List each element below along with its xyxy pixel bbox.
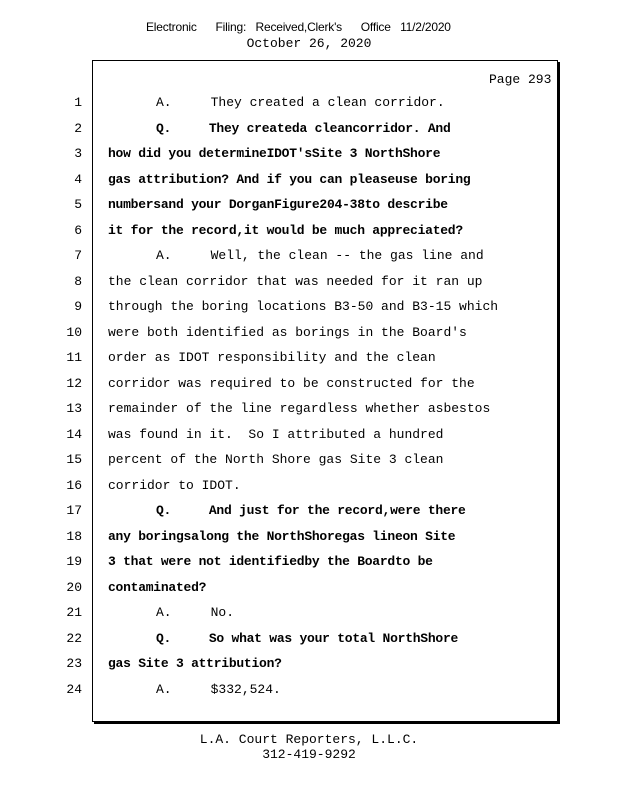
line-text: how did you determineIDOT'sSite 3 NorthShore [108, 146, 441, 161]
line-text: remainder of the line regardless whether asbestos [108, 401, 491, 416]
transcript-line [0, 118, 618, 140]
transcript-line [0, 271, 618, 293]
line-text: A. Well, the clean -- the gas line and [156, 248, 484, 263]
reporter-phone: 312-419-9292 [262, 747, 356, 762]
line-text: contaminated? [108, 579, 207, 595]
transcript-line [0, 551, 618, 573]
line-text: corridor to IDOT. [108, 477, 241, 493]
reporter-footer [0, 732, 618, 762]
transcript-line [0, 296, 618, 318]
line-text: any boringsalong the NorthShoregas lineon Site [108, 528, 456, 544]
transcript-line [0, 194, 618, 216]
line-number: 21 [66, 605, 82, 620]
transcript-line [0, 500, 618, 522]
line-text: gas attribution? And if you can pleaseuse boring [108, 171, 471, 187]
transcript-line [0, 92, 618, 114]
transcript-line [0, 322, 618, 344]
line-text: Q. They createda cleancorridor. And [156, 120, 451, 136]
transcript-line [0, 679, 618, 701]
line-number: 18 [66, 528, 82, 544]
transcript-date: October 26, 2020 [246, 36, 372, 51]
line-number: 15 [66, 452, 82, 467]
line-number: 24 [66, 681, 82, 697]
transcript-line [0, 602, 618, 624]
line-text: numbersand your DorganFigure204-38to describe [108, 197, 448, 212]
transcript-line [0, 577, 618, 599]
reporter-company: L.A. Court Reporters, L.L.C. [199, 732, 419, 747]
line-text: corridor was required to be constructed for the [108, 375, 475, 391]
line-text: percent of the North Shore gas Site 3 clean [108, 452, 444, 467]
line-text: through the boring locations B3-50 and B3-15 which [108, 299, 499, 314]
transcript-line [0, 169, 618, 191]
line-number: 4 [74, 171, 82, 187]
line-text: Q. And just for the record,were there [156, 503, 466, 518]
line-number: 1 [74, 95, 82, 110]
line-text: A. $332,524. [156, 681, 281, 697]
transcript-line [0, 475, 618, 497]
line-number: 9 [74, 299, 82, 314]
line-text: 3 that were not identifiedby the Boardto be [108, 554, 433, 569]
transcript-line [0, 526, 618, 548]
filing-stamp: Electronic Filing: Received,Clerk's Office 11/2/2020 [146, 20, 451, 34]
transcript-line [0, 653, 618, 675]
line-number: 10 [66, 324, 82, 340]
line-number: 16 [66, 477, 82, 493]
line-number: 11 [66, 350, 82, 365]
transcript-line [0, 373, 618, 395]
line-number: 12 [66, 375, 82, 391]
line-text: order as IDOT responsibility and the clean [108, 350, 436, 365]
line-text: gas Site 3 attribution? [108, 656, 282, 671]
line-number: 5 [74, 197, 82, 212]
line-text: was found in it. So I attributed a hundred [108, 426, 444, 442]
line-number: 6 [74, 222, 82, 238]
line-number: 3 [74, 146, 82, 161]
transcript-line [0, 245, 618, 267]
line-number: 14 [66, 426, 82, 442]
transcript-line [0, 398, 618, 420]
line-number: 8 [74, 273, 82, 289]
line-text: the clean corridor that was needed for it ran up [108, 273, 483, 289]
line-text: A. No. [156, 605, 235, 620]
transcript-line [0, 424, 618, 446]
line-text: Q. So what was your total NorthShore [156, 630, 459, 646]
line-number: 13 [66, 401, 82, 416]
line-number: 23 [66, 656, 82, 671]
transcript-line [0, 220, 618, 242]
line-text: it for the record,it would be much appreciated? [108, 222, 463, 238]
line-number: 7 [74, 248, 82, 263]
line-text: A. They created a clean corridor. [156, 95, 445, 110]
line-number: 22 [66, 630, 82, 646]
line-number: 20 [66, 579, 82, 595]
page-number: Page 293 [489, 72, 552, 87]
line-number: 17 [66, 503, 82, 518]
transcript-line [0, 347, 618, 369]
transcript-line [0, 449, 618, 471]
transcript-line [0, 143, 618, 165]
line-number: 2 [74, 120, 82, 136]
line-text: were both identified as borings in the Board's [108, 324, 467, 340]
transcript-line [0, 628, 618, 650]
line-number: 19 [66, 554, 82, 569]
